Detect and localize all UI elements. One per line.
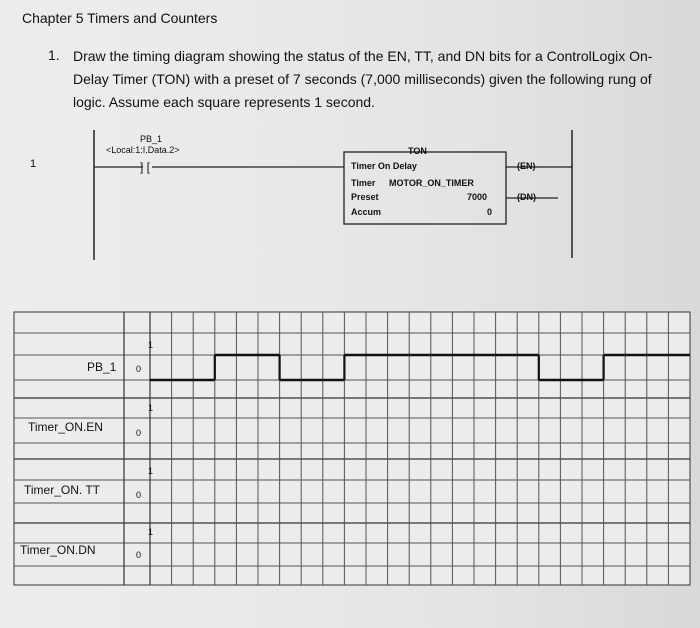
timer-tag: MOTOR_ON_TIMER: [389, 178, 474, 188]
contact-address: <Local:1:I.Data.2>: [106, 145, 180, 155]
dn-low: 0: [136, 550, 142, 560]
contact-tag: PB_1: [140, 134, 163, 144]
contact-symbol: ] [: [140, 160, 151, 174]
pb1-low: 0: [136, 364, 142, 374]
preset-label: Preset: [351, 192, 379, 202]
chapter-title: Chapter 5 Timers and Counters: [22, 10, 218, 26]
pb1-high: 1: [148, 340, 154, 350]
dn-output: (DN): [517, 192, 536, 202]
ton-header: TON: [408, 146, 427, 156]
tt-low: 0: [136, 490, 142, 500]
question-line: Delay Timer (TON) with a preset of 7 seconds (7,000 milliseconds) given the following rung of: [73, 71, 652, 87]
question-line: logic. Assume each square represents 1 second.: [73, 94, 375, 110]
row-label-pb1: PB_1: [87, 360, 117, 374]
table-frame: [14, 312, 690, 585]
question-line: Draw the timing diagram showing the status of the EN, TT, and DN bits for a ControlLogix On-: [73, 48, 653, 64]
en-output: (EN): [517, 161, 536, 171]
preset-value: 7000: [467, 192, 488, 202]
accum-value: 0: [487, 207, 493, 217]
timer-label: Timer: [351, 178, 376, 188]
dn-high: 1: [148, 527, 154, 537]
rung-number: 1: [30, 158, 37, 170]
accum-label: Accum: [351, 207, 382, 217]
row-label-en: Timer_ON.EN: [28, 420, 103, 434]
ton-title: Timer On Delay: [351, 161, 417, 171]
en-high: 1: [148, 403, 154, 413]
question-number: 1.: [48, 47, 60, 63]
row-label-dn: Timer_ON.DN: [20, 543, 96, 557]
en-low: 0: [136, 428, 142, 438]
tt-high: 1: [148, 466, 154, 476]
row-label-tt: Timer_ON. TT: [24, 483, 101, 497]
